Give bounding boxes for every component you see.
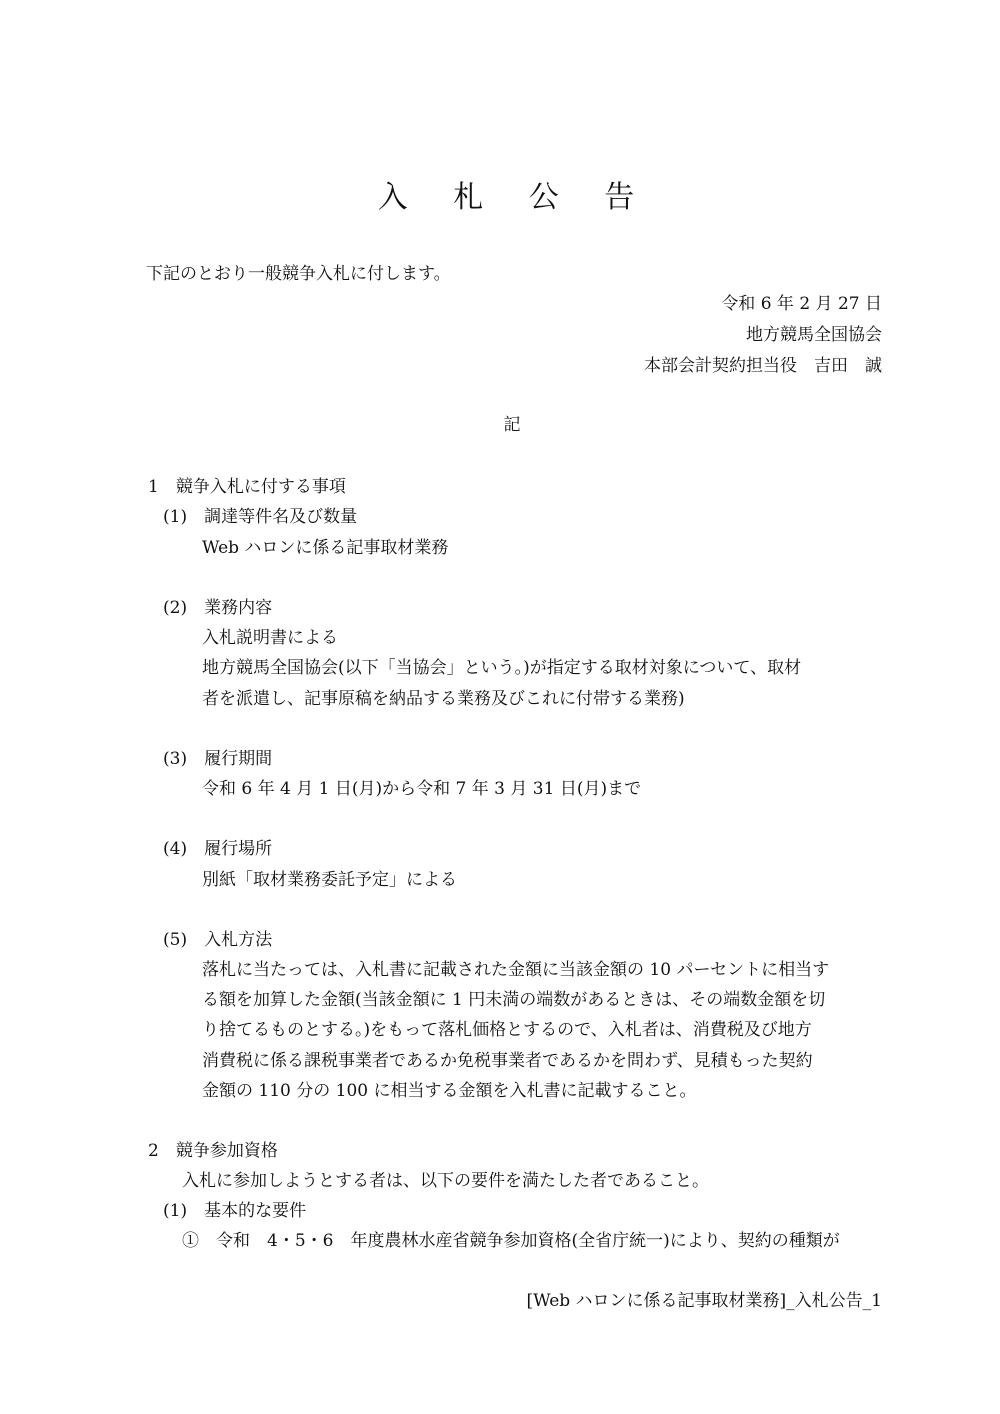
item5-label: (5) 入札方法 xyxy=(163,930,273,950)
organization-name: 地方競馬全国協会 xyxy=(746,325,882,345)
section2-heading: 2 競争参加資格 xyxy=(148,1141,278,1161)
item3-label: (3) 履行期間 xyxy=(163,749,273,769)
item5-line: り捨てるものとする。)をもって落札価格とするので、入札者は、消費税及び地方 xyxy=(202,1020,812,1040)
item1-label: (1) 調達等件名及び数量 xyxy=(163,507,358,527)
section1-heading: 1 競争入札に付する事項 xyxy=(148,477,346,497)
section2-intro: 入札に参加しようとする者は、以下の要件を満たした者であること。 xyxy=(182,1171,709,1191)
item5-line: 消費税に係る課税事業者であるか免税事業者であるかを問わず、見積もった契約 xyxy=(202,1051,813,1071)
item2-line: 者を派遣し、記事原稿を納品する業務及びこれに付帯する業務) xyxy=(202,689,685,709)
item2-label: (2) 業務内容 xyxy=(163,598,273,618)
item5-line: 金額の 110 分の 100 に相当する金額を入札書に記載すること。 xyxy=(202,1081,697,1101)
item5-line: 落札に当たっては、入札書に記載された金額に当該金額の 10 パーセントに相当す xyxy=(202,960,830,980)
contract-official: 本部会計契約担当役 吉田 誠 xyxy=(644,356,882,376)
item2-line: 入札説明書による xyxy=(202,628,338,648)
item4-label: (4) 履行場所 xyxy=(163,839,273,859)
item5-line: る額を加算した金額(当該金額に 1 円未満の端数があるときは、その端数金額を切 xyxy=(202,990,826,1010)
ki-marker: 記 xyxy=(503,415,521,435)
intro-text: 下記のとおり一般競争入札に付します。 xyxy=(146,264,451,284)
page-title: 入 札 公 告 xyxy=(377,180,653,215)
item3-line: 令和 6 年 4 月 1 日(月)から令和 7 年 3 月 31 日(月)まで xyxy=(202,779,642,799)
item2-line: 地方競馬全国協会(以下「当協会」という。)が指定する取材対象について、取材 xyxy=(202,658,802,678)
notice-date: 令和 6 年 2 月 27 日 xyxy=(721,294,882,314)
item1-line: Web ハロンに係る記事取材業務 xyxy=(202,538,449,558)
section2-sub-label: (1) 基本的な要件 xyxy=(163,1201,307,1221)
item4-line: 別紙「取材業務委託予定」による xyxy=(202,870,457,890)
section2-item1: ① 令和 4・5・6 年度農林水産省競争参加資格(全省庁統一)により、契約の種類が xyxy=(182,1231,840,1251)
page-footer: [Web ハロンに係る記事取材業務]_入札公告_1 xyxy=(526,1291,882,1311)
